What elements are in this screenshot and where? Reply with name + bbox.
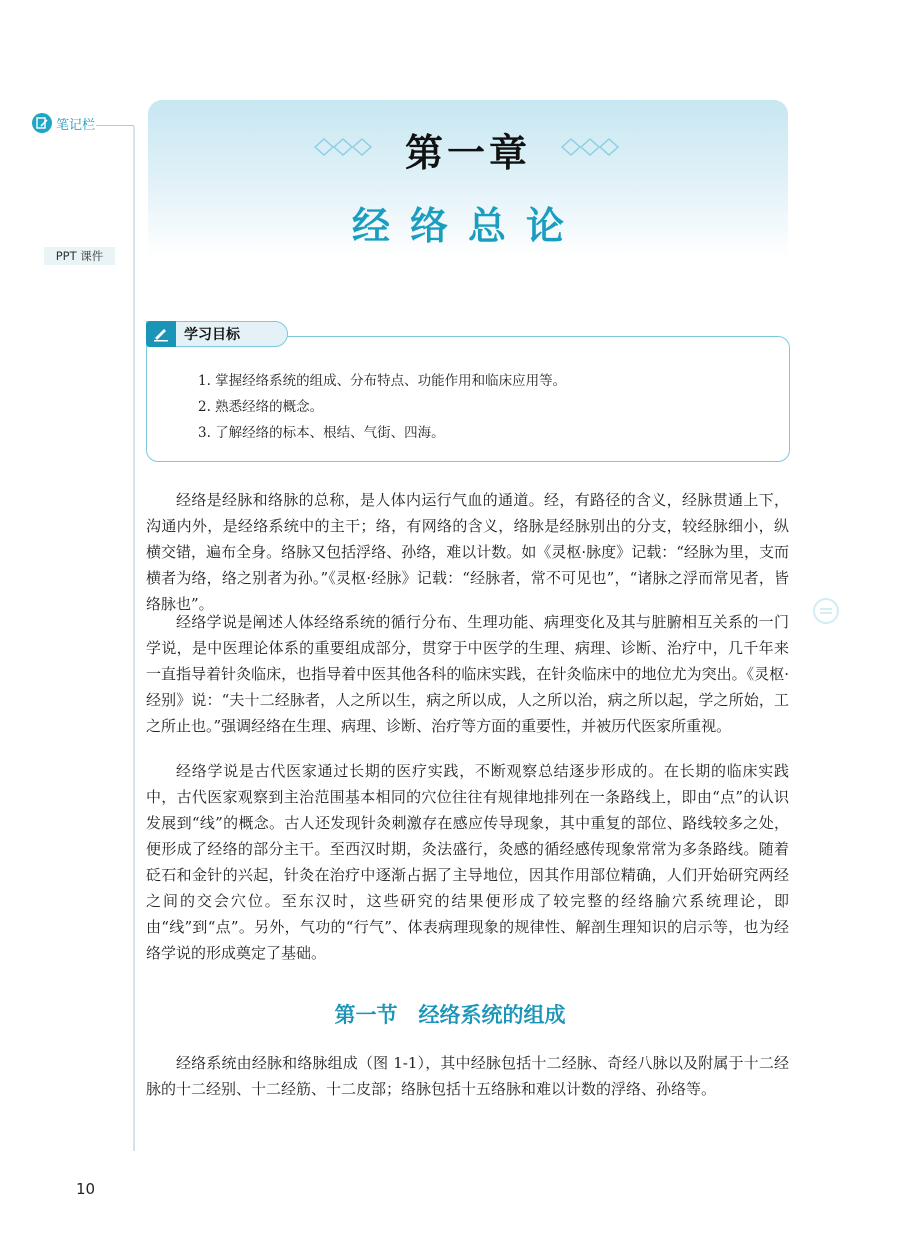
body-paragraph: 经络学说是古代医家通过长期的医疗实践，不断观察总结逐步形成的。在长期的临床实践中，古代医家观察到主治范围基本相同的穴位往往有规律地排列在一条路线上，即由“点”的认识发展到“线”的概念。古人还发现针灸刺激存在感应传导现象，其中重复的部位、路线较多之处，便形成了经络的部分主干。至西汉时期，灸法盛行，灸感的循经感传现象常常为多条路线。随着砭石和金针的兴起，针灸在治疗中逐渐占据了主导地位，因其作用部位精确，人们开始研究两经之间的交会穴位。至东汉时，这些研究的结果便形成了较完整的经络腧穴系统理论，即由“线”到“点”。另外，气功的“行气”、体表病理现象的规律性、解剖生理知识的启示等，也为经络学说的形成奠定了基础。 — [146, 762, 789, 962]
qr-code-area — [40, 165, 118, 240]
margin-line — [133, 126, 135, 1151]
learning-goals-list — [198, 368, 566, 446]
notes-rule — [96, 125, 134, 126]
chapter-title: 经络总论 — [351, 203, 584, 248]
body-paragraph: 经络学说是阐述人体经络系统的循行分布、生理功能、病理变化及其与脏腑相互关系的一门学说，是中医理论体系的重要组成部分，贯穿于中医学的生理、病理、诊断、治疗中，几千年来一直指导着针灸临床，也指导着中医其他各科的临床实践，在针灸临床中的地位尤为突出。《灵枢·经别》说：“夫十二经脉者，人之所以生，病之所以成，人之所以治，病之所以起，学之所始，工之所止也。”强调经络在生理、病理、诊断、治疗等方面的重要性，并被历代医家所重视。 — [146, 613, 789, 735]
diamond-ornament-icon — [560, 138, 622, 156]
notes-column-header — [32, 113, 95, 133]
side-marker-icon — [812, 597, 840, 625]
body-paragraph: 经络系统由经脉和络脉组成（图 1-1），其中经脉包括十二经脉、奇经八脉以及附属于十二经脉的十二经别、十二经筋、十二皮部；络脉包括十五络脉和难以计数的浮络、孙络等。 — [146, 1054, 789, 1098]
notes-icon — [32, 113, 52, 133]
list-item: 2. 熟悉经络的概念。 — [198, 399, 324, 415]
notes-label: 笔记栏 — [56, 117, 96, 133]
list-item: 1. 掌握经络系统的组成、分布特点、功能作用和临床应用等。 — [198, 373, 567, 389]
ppt-courseware-tag[interactable]: PPT 课件 — [44, 247, 115, 265]
chapter-number: 第一章 — [404, 130, 531, 175]
section-title: 第一节 经络系统的组成 — [334, 1003, 566, 1027]
body-paragraph: 经络是经脉和络脉的总称，是人体内运行气血的通道。经，有路径的含义，经脉贯通上下，沟通内外，是经络系统中的主干；络，有网络的含义，络脉是经脉别出的分支，较经脉细小，纵横交错，遍布全身。络脉又包括浮络、孙络，难以计数。如《灵枢·脉度》记载：“经脉为里，支而横者为络，络之别者为孙。”《灵枢·经脉》记载：“经脉者，常不可见也”，“诸脉之浮而常见者，皆络脉也”。 — [146, 491, 789, 613]
learning-goals-header — [146, 321, 288, 347]
chapter-banner — [148, 100, 788, 257]
pencil-icon — [146, 321, 176, 347]
list-item: 3. 了解经络的标本、根结、气街、四海。 — [198, 425, 445, 441]
page-number: 10 — [76, 1180, 96, 1198]
learning-goals-title: 学习目标 — [184, 327, 240, 343]
